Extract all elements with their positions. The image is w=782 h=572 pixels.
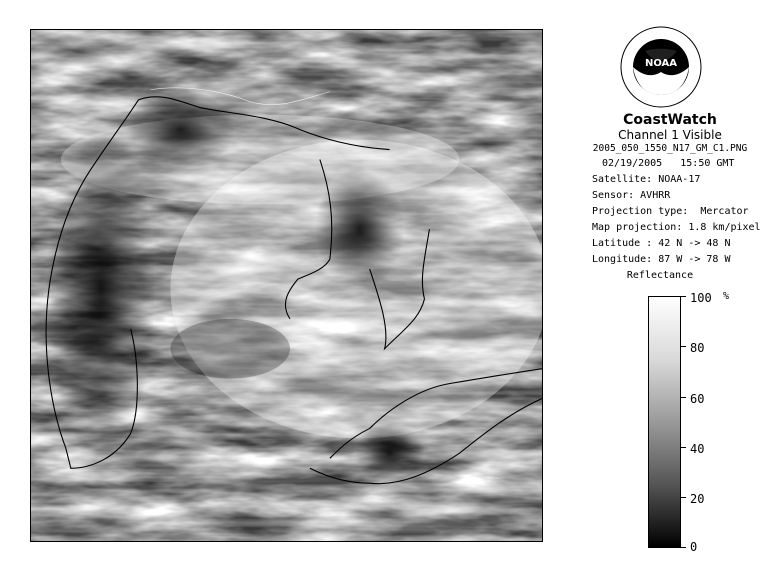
map-projection-label: Map projection: 1.8 km/pixel xyxy=(592,222,761,233)
satellite-label: Satellite: NOAA-17 xyxy=(592,174,701,185)
colorbar-tick-label: 40 xyxy=(690,442,705,456)
latitude-label: Latitude : 42 N -> 48 N xyxy=(592,238,731,249)
colorbar-title: Reflectance xyxy=(626,270,694,281)
filename-label: 2005_050_1550_N17_GM_C1.PNG xyxy=(592,143,748,154)
sensor-label: Sensor: AVHRR xyxy=(592,190,671,201)
satellite-image xyxy=(30,29,543,542)
app-title: CoastWatch xyxy=(623,112,717,128)
projection-type-label: Projection type: Mercator xyxy=(592,206,749,217)
colorbar-tick xyxy=(681,296,686,297)
metadata-panel xyxy=(560,112,780,268)
datetime-label: 02/19/2005 15:50 GMT xyxy=(602,158,735,169)
colorbar-tick xyxy=(681,397,686,398)
colorbar-tick-label: 60 xyxy=(690,392,705,406)
noaa-logo xyxy=(620,26,702,108)
colorbar-unit: % xyxy=(723,291,730,302)
noaa-logo-icon xyxy=(620,26,702,108)
colorbar-tick-label: 100 xyxy=(690,291,712,305)
colorbar-tick-label: 20 xyxy=(690,492,705,506)
channel-label: Channel 1 Visible xyxy=(618,128,722,142)
colorbar-tick-label: 80 xyxy=(690,341,705,355)
colorbar-tick xyxy=(681,346,686,347)
colorbar xyxy=(648,296,681,548)
colorbar-tick xyxy=(681,447,686,448)
colorbar-tick xyxy=(681,547,686,548)
longitude-label: Longitude: 87 W -> 78 W xyxy=(592,254,731,265)
logo-agency-text: NOAA xyxy=(644,58,678,69)
satellite-image-svg xyxy=(31,30,542,541)
colorbar-tick-label: 0 xyxy=(690,540,698,554)
colorbar-tick xyxy=(681,497,686,498)
